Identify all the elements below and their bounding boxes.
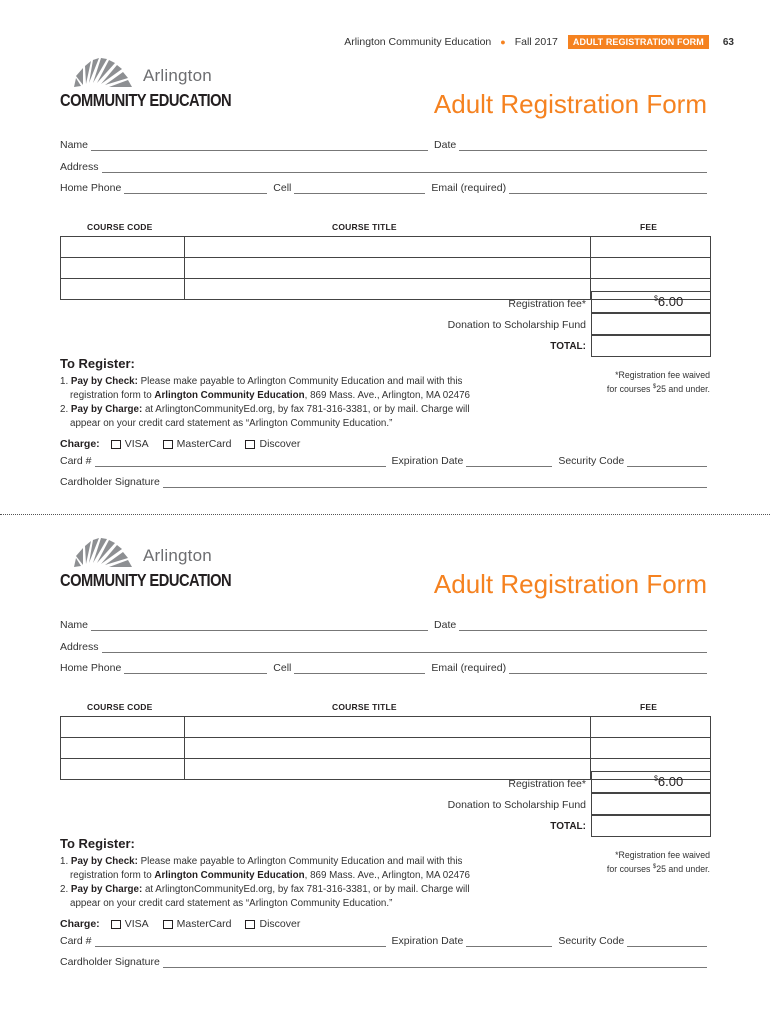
discover-option[interactable]	[245, 918, 300, 930]
cell-field[interactable]	[294, 184, 425, 194]
visa-label: VISA	[124, 438, 149, 450]
card-number-field[interactable]	[95, 457, 386, 467]
donation-field[interactable]	[591, 793, 711, 815]
course-title-header: COURSE TITLE	[332, 222, 397, 232]
step-2	[60, 883, 470, 897]
mastercard-label: MasterCard	[176, 918, 232, 930]
step-number: 1.	[60, 376, 69, 387]
card-number-field[interactable]	[95, 937, 386, 947]
registration-fee-label: Registration fee*	[508, 778, 586, 790]
course-code-cell[interactable]	[61, 717, 185, 738]
table-row	[61, 738, 711, 759]
step-title: Pay by Charge:	[70, 404, 143, 415]
to-register-heading: To Register:	[60, 836, 135, 851]
security-code-field[interactable]	[627, 937, 707, 947]
expiration-label: Expiration Date	[391, 455, 464, 467]
table-row	[61, 258, 711, 279]
total-label: TOTAL:	[550, 821, 586, 832]
step-text: registration form to	[70, 390, 155, 401]
bullet-icon: ●	[500, 37, 506, 47]
fee-header: FEE	[640, 222, 658, 232]
registration-fee-amount: 6.00	[657, 774, 684, 789]
address-label: Address	[60, 161, 99, 173]
email-field[interactable]	[509, 664, 707, 674]
mastercard-label: MasterCard	[176, 438, 232, 450]
visa-label: VISA	[124, 918, 149, 930]
date-label: Date	[434, 139, 457, 151]
course-code-cell[interactable]	[61, 237, 185, 258]
logo-program-name: COMMUNITY EDUCATION	[60, 570, 232, 590]
donation-field[interactable]	[591, 313, 711, 335]
date-field[interactable]	[459, 141, 707, 151]
step-1	[60, 855, 470, 869]
registration-fee-box	[591, 771, 711, 793]
course-title-cell[interactable]	[184, 279, 590, 300]
course-code-cell[interactable]	[61, 279, 185, 300]
email-label: Email (required)	[431, 662, 507, 674]
checkbox-icon[interactable]	[163, 440, 173, 449]
step-title: Pay by Charge:	[70, 884, 143, 895]
section-badge: ADULT REGISTRATION FORM	[568, 35, 709, 49]
course-title-cell[interactable]	[184, 738, 590, 759]
course-title-cell[interactable]	[184, 258, 590, 279]
step-text: Please make payable to Arlington Community Education and mail with this	[137, 376, 463, 387]
waiver-suffix: 25 and under.	[656, 383, 710, 394]
step-text: at ArlingtonCommunityEd.org, by fax 781-316-3381, or by mail. Charge will	[142, 884, 470, 895]
email-label: Email (required)	[431, 182, 507, 194]
address-field[interactable]	[102, 643, 707, 653]
address-field[interactable]	[102, 163, 707, 173]
name-field[interactable]	[91, 621, 428, 631]
step-text: registration form to	[70, 870, 155, 881]
donation-label: Donation to Scholarship Fund	[447, 319, 586, 331]
registration-fee-amount: 6.00	[657, 294, 684, 309]
course-title-cell[interactable]	[184, 237, 590, 258]
step-2-continued: appear on your credit card statement as “Arlington Community Education.”	[70, 898, 393, 909]
header-season: Fall 2017	[514, 36, 558, 48]
address-row	[60, 639, 707, 653]
waiver-currency: $	[652, 864, 657, 870]
total-label: TOTAL:	[550, 341, 586, 352]
mastercard-option[interactable]	[163, 438, 232, 450]
course-code-cell[interactable]	[61, 759, 185, 780]
sunburst-logo-icon	[72, 57, 134, 87]
home-phone-label: Home Phone	[60, 182, 122, 194]
step-1-continued	[60, 869, 470, 883]
total-field[interactable]	[591, 815, 711, 837]
signature-row	[60, 954, 707, 968]
step-title: Pay by Check:	[70, 856, 138, 867]
to-register-steps	[60, 855, 470, 911]
step-org: Arlington Community Education	[154, 390, 305, 401]
donation-label: Donation to Scholarship Fund	[447, 799, 586, 811]
checkbox-icon[interactable]	[163, 920, 173, 929]
security-code-label: Security Code	[558, 455, 625, 467]
logo-org-name: Arlington	[143, 66, 212, 85]
step-1-continued	[60, 389, 470, 403]
step-address: , 869 Mass. Ave., Arlington, MA 02476	[304, 870, 471, 881]
card-row	[60, 933, 707, 947]
sunburst-logo-icon	[72, 537, 134, 567]
currency-symbol: $	[654, 295, 658, 303]
expiration-field[interactable]	[466, 937, 552, 947]
visa-option[interactable]	[111, 438, 149, 450]
step-text: Please make payable to Arlington Community Education and mail with this	[137, 856, 463, 867]
cut-line	[0, 514, 770, 515]
email-field[interactable]	[509, 184, 707, 194]
card-number-label: Card #	[60, 935, 92, 947]
checkbox-icon[interactable]	[111, 440, 121, 449]
address-label: Address	[60, 641, 99, 653]
home-phone-label: Home Phone	[60, 662, 122, 674]
fee-waiver-note	[590, 369, 710, 395]
fee-cell[interactable]	[591, 717, 711, 738]
to-register-steps	[60, 375, 470, 431]
card-number-label: Card #	[60, 455, 92, 467]
step-1	[60, 375, 470, 389]
fee-cell[interactable]	[591, 237, 711, 258]
step-org: Arlington Community Education	[154, 870, 305, 881]
step-address: , 869 Mass. Ave., Arlington, MA 02476	[304, 390, 471, 401]
logo	[58, 537, 233, 593]
name-date-row	[60, 137, 707, 151]
form-title: Adult Registration Form	[433, 89, 707, 119]
cell-label: Cell	[273, 662, 292, 674]
course-title-cell[interactable]	[184, 717, 590, 738]
header-org: Arlington Community Education	[344, 36, 492, 48]
visa-option[interactable]	[111, 918, 149, 930]
charge-label: Charge:	[60, 438, 100, 450]
course-title-header: COURSE TITLE	[332, 702, 397, 712]
step-2	[60, 403, 470, 417]
table-row	[61, 717, 711, 738]
address-row	[60, 159, 707, 173]
total-field[interactable]	[591, 335, 711, 357]
date-label: Date	[434, 619, 457, 631]
cell-label: Cell	[273, 182, 292, 194]
course-code-cell[interactable]	[61, 258, 185, 279]
waiver-line-2	[590, 381, 710, 395]
expiration-label: Expiration Date	[391, 935, 464, 947]
course-code-header: COURSE CODE	[87, 702, 153, 712]
step-number: 1.	[60, 856, 69, 867]
name-label: Name	[60, 619, 89, 631]
course-code-header: COURSE CODE	[87, 222, 153, 232]
fee-waiver-note	[590, 849, 710, 875]
discover-label: Discover	[259, 918, 301, 930]
currency-symbol: $	[654, 775, 658, 783]
expiration-field[interactable]	[466, 457, 552, 467]
name-label: Name	[60, 139, 89, 151]
signature-label: Cardholder Signature	[60, 476, 160, 488]
fee-cell[interactable]	[591, 258, 711, 279]
phone-email-row	[60, 180, 707, 194]
waiver-suffix: 25 and under.	[656, 863, 710, 874]
registration-form	[0, 57, 770, 527]
course-title-cell[interactable]	[184, 759, 590, 780]
signature-field[interactable]	[163, 478, 707, 488]
mastercard-option[interactable]	[163, 918, 232, 930]
step-number: 2.	[60, 404, 69, 415]
step-number: 2.	[60, 884, 69, 895]
step-text: at ArlingtonCommunityEd.org, by fax 781-316-3381, or by mail. Charge will	[142, 404, 470, 415]
form-title: Adult Registration Form	[433, 569, 707, 599]
checkbox-icon[interactable]	[245, 440, 255, 449]
step-2-continued: appear on your credit card statement as “Arlington Community Education.”	[70, 418, 393, 429]
page-header	[344, 35, 734, 49]
waiver-line-1: *Registration fee waived	[615, 850, 710, 860]
waiver-prefix: for courses	[606, 383, 653, 394]
signature-field[interactable]	[163, 958, 707, 968]
date-field[interactable]	[459, 621, 707, 631]
security-code-label: Security Code	[558, 935, 625, 947]
to-register-heading: To Register:	[60, 356, 135, 371]
registration-fee-box	[591, 291, 711, 313]
course-code-cell[interactable]	[61, 738, 185, 759]
logo	[58, 57, 233, 113]
step-title: Pay by Check:	[70, 376, 138, 387]
waiver-prefix: for courses	[606, 863, 653, 874]
phone-email-row	[60, 660, 707, 674]
security-code-field[interactable]	[627, 457, 707, 467]
registration-fee-label: Registration fee*	[508, 298, 586, 310]
charge-options	[60, 918, 314, 930]
waiver-currency: $	[652, 384, 657, 390]
fee-cell[interactable]	[591, 738, 711, 759]
charge-options	[60, 438, 314, 450]
checkbox-icon[interactable]	[111, 920, 121, 929]
signature-label: Cardholder Signature	[60, 956, 160, 968]
name-date-row	[60, 617, 707, 631]
fee-header: FEE	[640, 702, 658, 712]
name-field[interactable]	[91, 141, 428, 151]
registration-form	[0, 537, 770, 1007]
table-row	[61, 237, 711, 258]
home-phone-field[interactable]	[124, 184, 267, 194]
cell-field[interactable]	[294, 664, 425, 674]
charge-label: Charge:	[60, 918, 100, 930]
page-number: 63	[722, 36, 734, 48]
home-phone-field[interactable]	[124, 664, 267, 674]
checkbox-icon[interactable]	[245, 920, 255, 929]
waiver-line-1: *Registration fee waived	[615, 370, 710, 380]
signature-row	[60, 474, 707, 488]
logo-program-name: COMMUNITY EDUCATION	[60, 90, 232, 110]
waiver-line-2	[590, 861, 710, 875]
discover-option[interactable]	[245, 438, 300, 450]
logo-org-name: Arlington	[143, 546, 212, 565]
card-row	[60, 453, 707, 467]
discover-label: Discover	[259, 438, 301, 450]
